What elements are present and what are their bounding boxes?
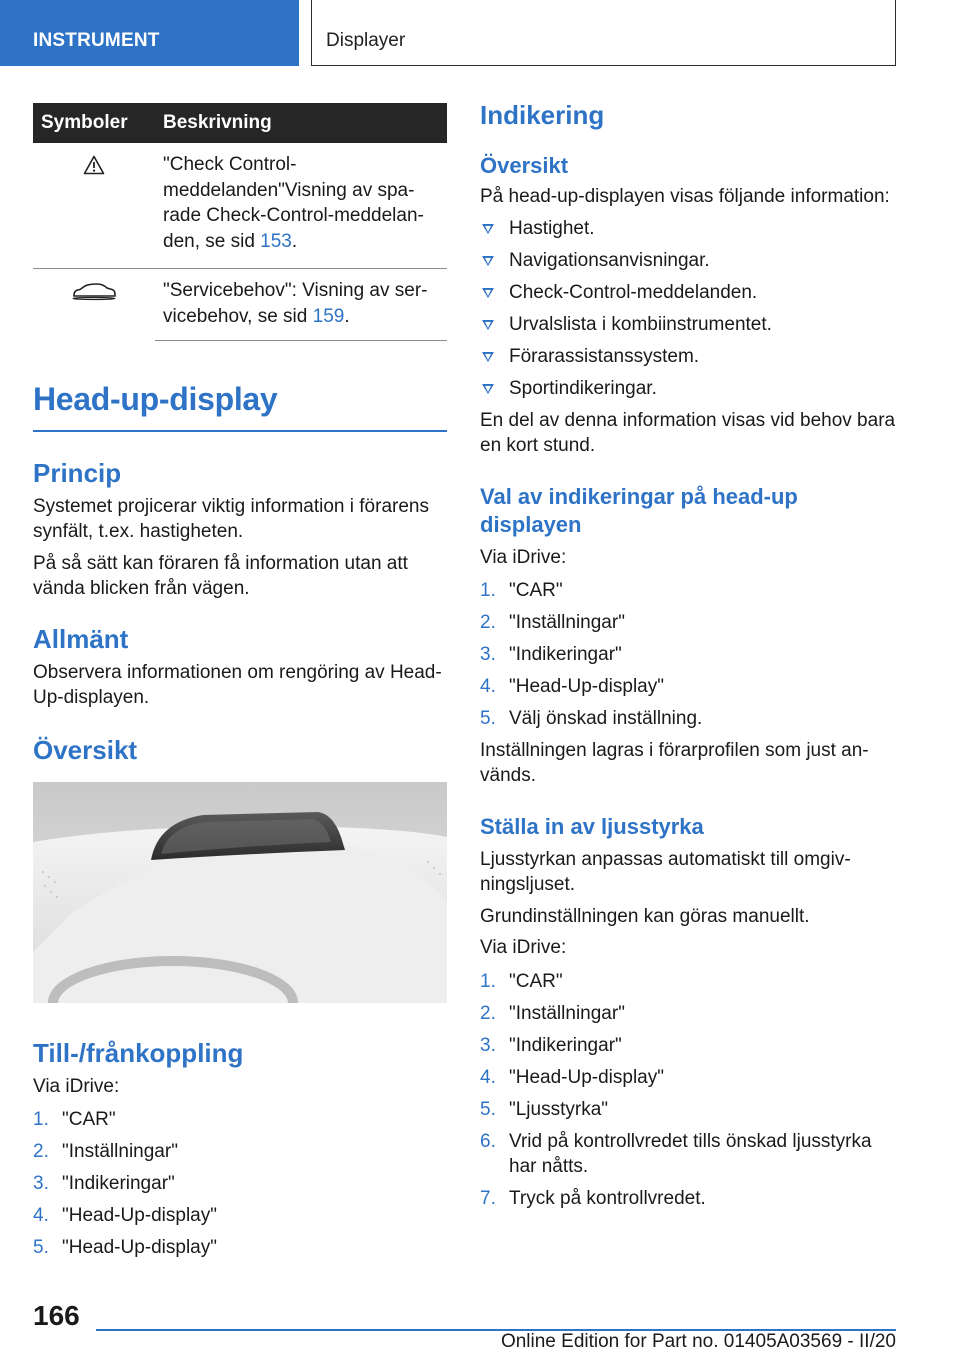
chapter-title: Displayer — [326, 30, 406, 51]
paragraph: Via iDrive: — [480, 937, 567, 958]
title-rule — [33, 430, 447, 432]
heading-toggle: Till-/frånkoppling — [33, 1037, 244, 1068]
ljus-steps — [480, 969, 900, 1212]
triangle-bullet-icon — [482, 288, 494, 298]
list-item: 4. "Head-Up-display" — [33, 1205, 217, 1226]
list-item: 3. "Indikeringar" — [480, 644, 622, 665]
list-item: 1. "CAR" — [480, 580, 563, 601]
chapter-tab — [311, 0, 896, 66]
triangle-bullet-icon — [482, 224, 494, 234]
triangle-bullet-icon — [482, 352, 494, 362]
list-item: 5. "Ljusstyrka" — [480, 1098, 609, 1120]
car-service-icon — [71, 281, 117, 301]
page-link[interactable]: 153 — [260, 230, 292, 252]
list-item: 2. "Inställningar" — [33, 1141, 178, 1162]
heading-indikering: Indikering — [480, 100, 605, 130]
table-header-symbols: Symboler — [33, 103, 155, 143]
info-list — [480, 216, 900, 402]
list-item: Förarassistanssystem. — [480, 344, 900, 370]
heading-oversikt: Översikt — [33, 734, 138, 765]
right-column — [480, 100, 900, 1212]
list-item: 5. "Head-Up-display" — [33, 1237, 217, 1258]
table-header-description: Beskrivning — [155, 103, 447, 143]
heading-ljusstyrka: Ställa in av ljusstyrka — [480, 813, 704, 839]
section-tab — [0, 0, 299, 66]
symbol-description: "Check Control- meddelanden"Visning av spa- rade Check-Control-meddelan- den, se sid 153. — [155, 143, 447, 269]
val-steps — [480, 578, 900, 732]
list-item: Urvalslista i kombiinstrumentet. — [480, 312, 900, 338]
head-up-display-photo — [33, 782, 447, 1003]
paragraph: På head-up-displayen visas följande information: — [480, 186, 890, 207]
paragraph: Via iDrive: — [33, 1075, 120, 1097]
list-item: 1. "CAR" — [33, 1109, 116, 1130]
page-link[interactable]: 159 — [312, 305, 345, 327]
list-item: 3. "Indikeringar" — [480, 1034, 622, 1056]
paragraph: Observera informationen om rengöring av Head-Up-displayen. — [33, 661, 442, 708]
left-column — [33, 103, 447, 1261]
heading-allmant: Allmänt — [33, 623, 129, 654]
symbol-table — [33, 103, 447, 341]
list-item: Sportindikeringar. — [480, 376, 900, 402]
triangle-bullet-icon — [482, 384, 494, 394]
list-item: Hastighet. — [480, 216, 900, 242]
edition-note: Online Edition for Part no. 01405A03569 - II/20 — [500, 1331, 896, 1352]
heading-princip: Princip — [33, 457, 122, 488]
list-item: 5. Välj önskad inställning. — [480, 708, 703, 729]
paragraph: En del av denna information visas vid behov bara en kort stund. — [480, 409, 896, 456]
table-row — [33, 269, 447, 341]
page-title: Head-up-display — [33, 381, 278, 417]
list-item: 2. "Inställningar" — [480, 612, 625, 633]
paragraph: Systemet projicerar viktig information i förarens synfält, t.ex. hastigheten. — [33, 495, 429, 542]
toggle-steps — [33, 1107, 447, 1261]
list-item: 2. "Inställningar" — [480, 1002, 625, 1024]
triangle-bullet-icon — [482, 320, 494, 330]
section-title: INSTRUMENT — [33, 30, 160, 51]
heading-val: Val av indikeringar på head-up displayen — [480, 483, 798, 537]
list-item: 6. Vrid på kontrollvredet tills önskad ljusstyrka har nåtts. — [480, 1130, 872, 1177]
paragraph: Via iDrive: — [480, 546, 567, 568]
paragraph: Grundinställningen kan göras manuellt. — [480, 905, 810, 927]
list-item: 4. "Head-Up-display" — [480, 1066, 664, 1088]
list-item: 1. "CAR" — [480, 970, 563, 992]
table-row — [33, 143, 447, 269]
symbol-description: "Servicebehov": Visning av ser- vicebehov, se sid 159. — [155, 269, 447, 341]
list-item: Check-Control-meddelanden. — [480, 280, 900, 306]
triangle-bullet-icon — [482, 256, 494, 266]
list-item: 3. "Indikeringar" — [33, 1173, 175, 1194]
paragraph: Ljusstyrkan anpassas automatiskt till omgiv-ningsljuset. — [480, 848, 851, 895]
warning-triangle-icon — [83, 155, 105, 175]
paragraph: På så sätt kan föraren få information utan att vända blicken från vägen. — [33, 552, 408, 599]
list-item: 4. "Head-Up-display" — [480, 676, 664, 697]
list-item: 7. Tryck på kontrollvredet. — [480, 1188, 706, 1209]
heading-oversikt-right: Översikt — [480, 153, 569, 178]
list-item: Navigationsanvisningar. — [480, 248, 900, 274]
page-number: 166 — [33, 1300, 80, 1331]
paragraph: Inställningen lagras i förarprofilen som just an-vänds. — [480, 739, 869, 786]
